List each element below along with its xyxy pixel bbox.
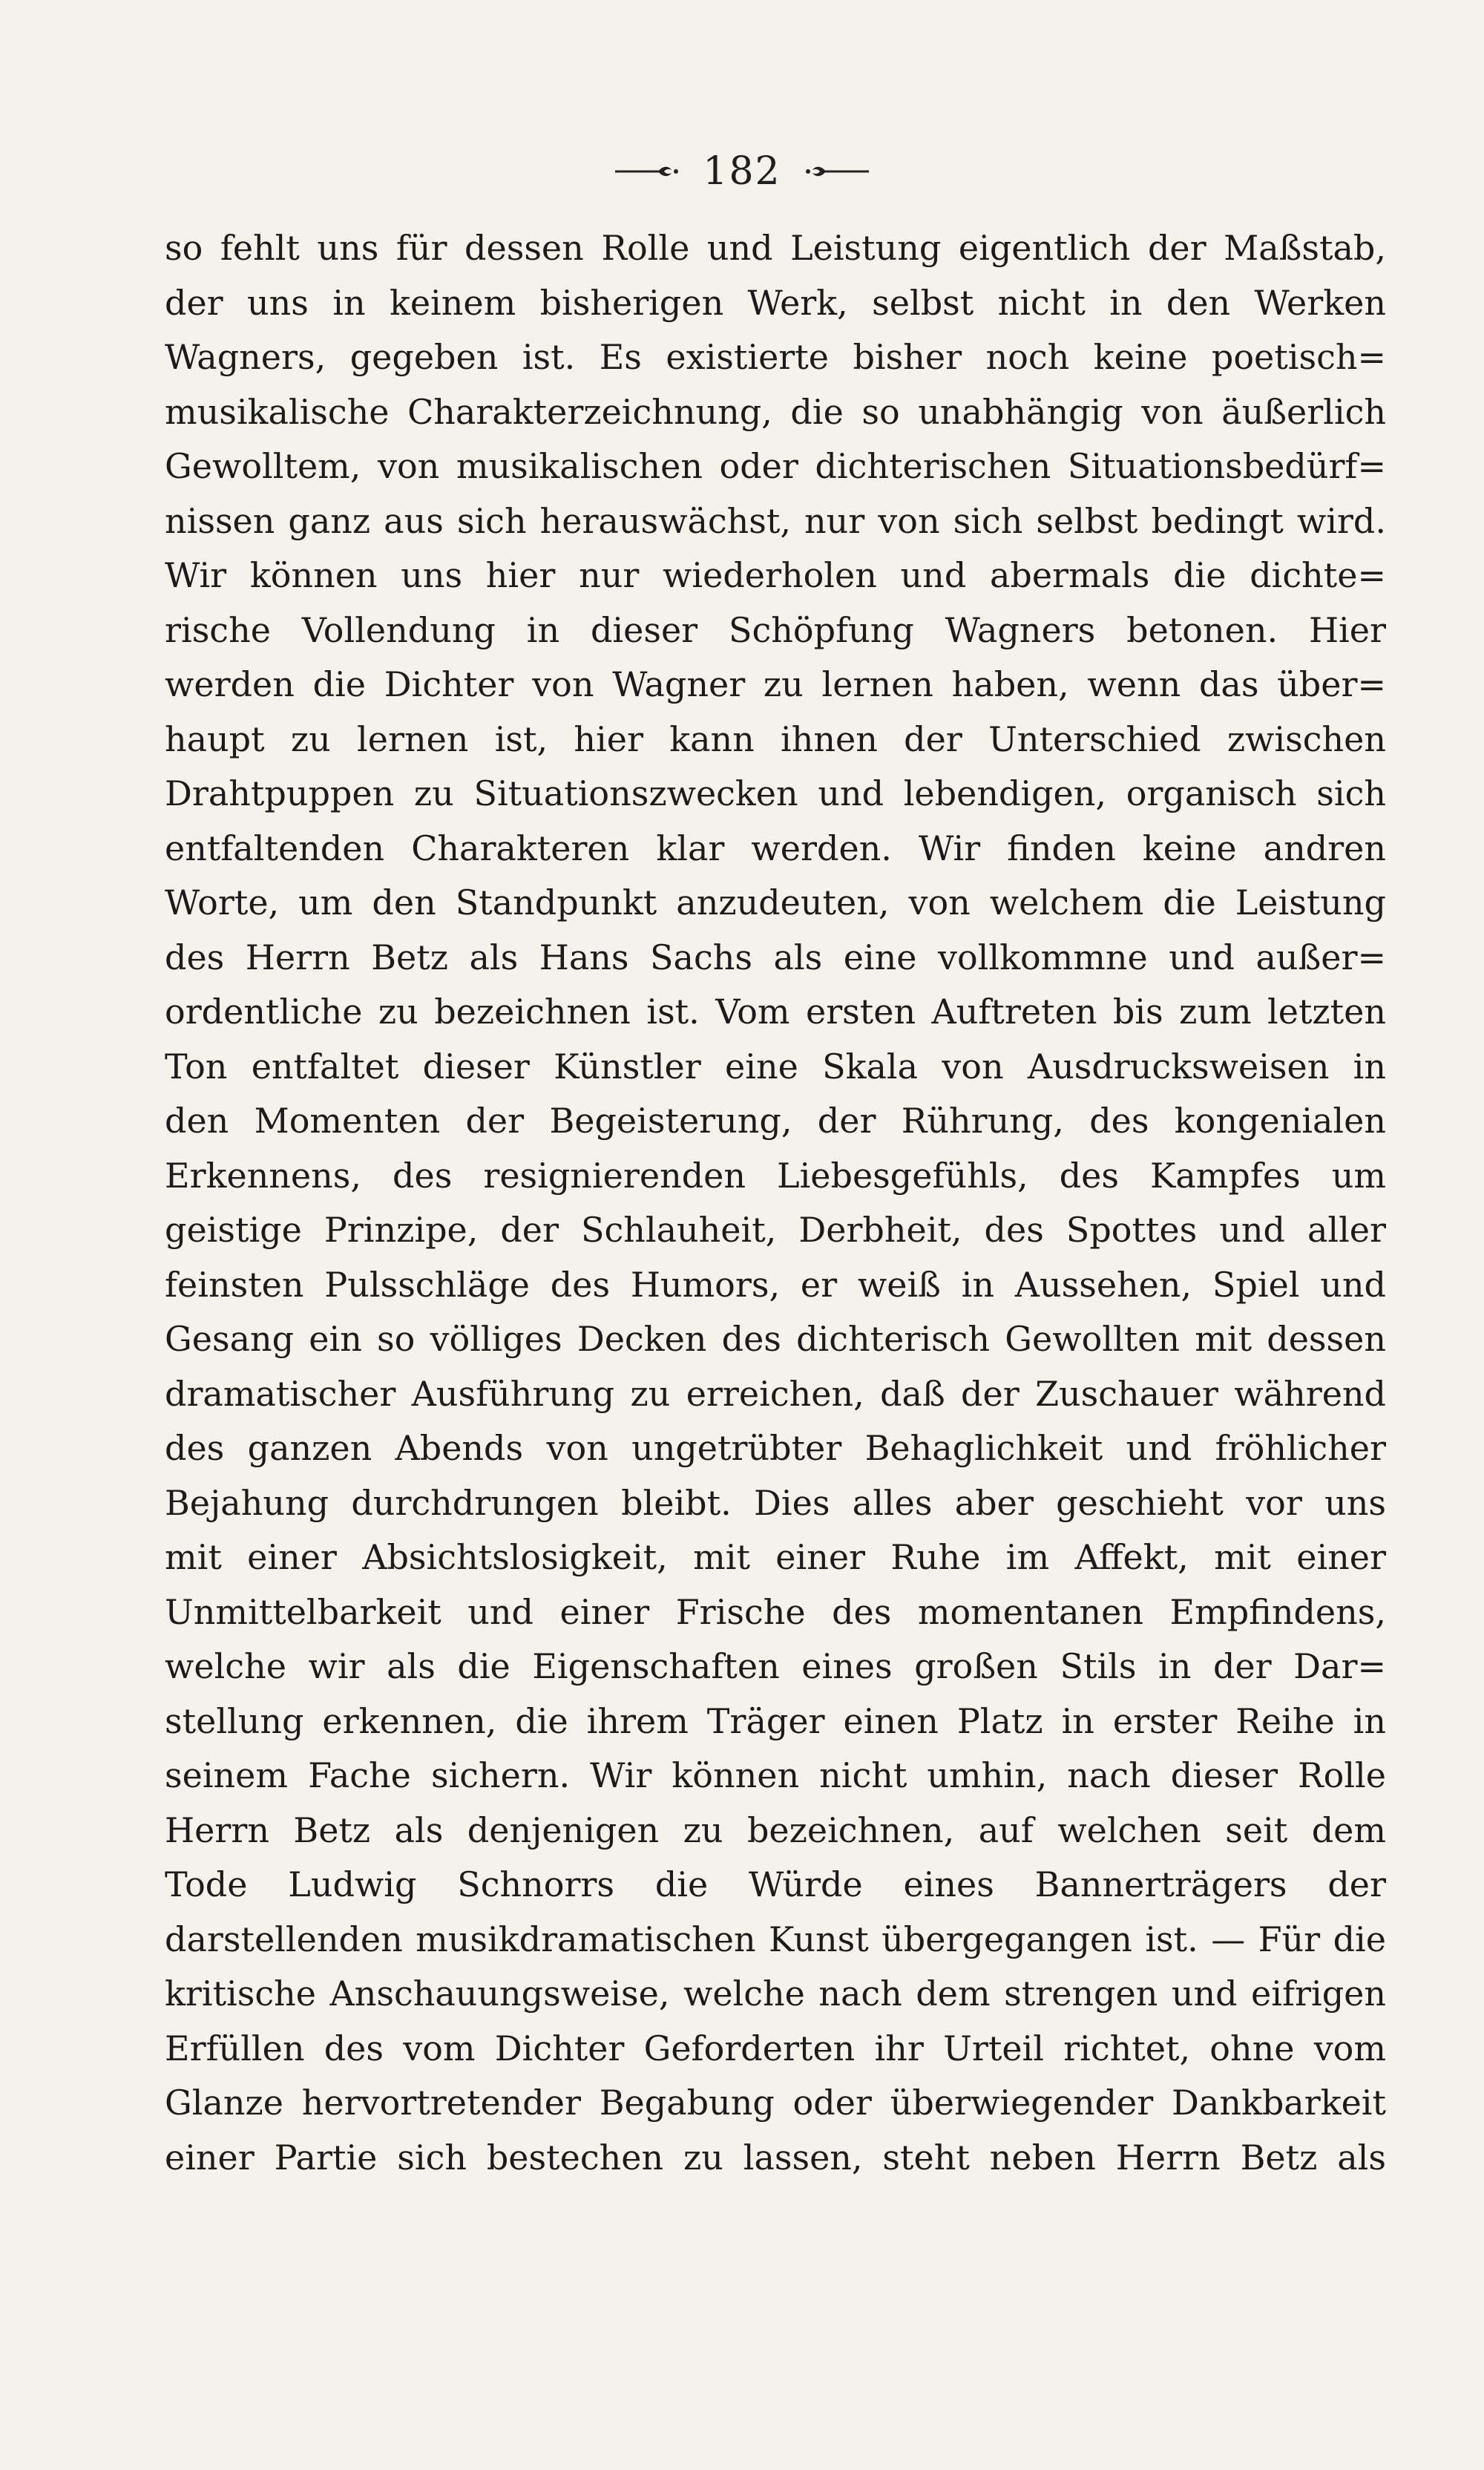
text-line: stellung erkennen, die ihrem Träger einen Platz in erster Reihe in	[165, 1700, 1386, 1741]
right-ornament-icon	[804, 160, 870, 183]
text-line: seinem Fache sichern. Wir können nicht umhin, nach dieser Rolle	[165, 1755, 1386, 1795]
text-line: Gewolltem, von musikalischen oder dichterischen Situationsbedürf=	[165, 446, 1386, 486]
text-line: der uns in keinem bisherigen Werk, selbst nicht in den Werken	[165, 282, 1386, 323]
text-line: nissen ganz aus sich herauswächst, nur von sich selbst bedingt wird.	[165, 500, 1386, 541]
text-line: kritische Anschauungsweise, welche nach dem strengen und eifrigen	[165, 1973, 1386, 2014]
text-line: den Momenten der Begeisterung, der Rührung, des kongenialen	[165, 1101, 1386, 1141]
text-line: Gesang ein so völliges Decken des dichterisch Gewollten mit dessen	[165, 1319, 1386, 1359]
page-number: 182	[703, 149, 781, 194]
text-line: Glanze hervortretender Begabung oder überwiegender Dankbarkeit	[165, 2083, 1386, 2123]
text-line: Drahtpuppen zu Situationszwecken und lebendigen, organisch sich	[165, 773, 1386, 813]
text-line: Erkennens, des resignierenden Liebesgefühls, des Kampfes um	[165, 1155, 1386, 1196]
text-line: rische Vollendung in dieser Schöpfung Wagners betonen. Hier	[165, 609, 1386, 650]
text-line: Herrn Betz als denjenigen zu bezeichnen, auf welchen seit dem	[165, 1809, 1386, 1850]
text-line: werden die Dichter von Wagner zu lernen haben, wenn das über=	[165, 664, 1386, 704]
body-text	[165, 221, 1386, 2185]
text-line: feinsten Pulsschläge des Humors, er weiß in Aussehen, Spiel und	[165, 1264, 1386, 1305]
text-line: Tode Ludwig Schnorrs die Würde eines Bannerträgers der	[165, 1864, 1386, 1904]
text-line: Unmittelbarkeit und einer Frische des momentanen Empfindens,	[165, 1591, 1386, 1632]
page-header	[0, 145, 1484, 197]
text-line: Bejahung durchdrungen bleibt. Dies alles aber geschieht vor uns	[165, 1482, 1386, 1523]
text-line: des Herrn Betz als Hans Sachs als eine vollkommne und außer=	[165, 937, 1386, 977]
text-line: des ganzen Abends von ungetrübter Behaglichkeit und fröhlicher	[165, 1428, 1386, 1468]
text-line: einer Partie sich bestechen zu lassen, steht neben Herrn Betz als	[165, 2137, 1386, 2178]
text-line: entfaltenden Charakteren klar werden. Wir finden keine andren	[165, 828, 1386, 868]
text-line: Wagners, gegeben ist. Es existierte bisher noch keine poetisch=	[165, 337, 1386, 377]
text-line: haupt zu lernen ist, hier kann ihnen der Unterschied zwischen	[165, 718, 1386, 759]
text-line: mit einer Absichtslosigkeit, mit einer Ruhe im Affekt, mit einer	[165, 1537, 1386, 1577]
text-line: welche wir als die Eigenschaften eines großen Stils in der Dar=	[165, 1646, 1386, 1686]
text-line: so fehlt uns für dessen Rolle und Leistung eigentlich der Maßstab,	[165, 228, 1386, 268]
left-ornament-icon	[614, 160, 680, 183]
text-line: Wir können uns hier nur wiederholen und abermals die dichte=	[165, 555, 1386, 595]
text-line: Erfüllen des vom Dichter Geforderten ihr Urteil richtet, ohne vom	[165, 2028, 1386, 2068]
text-line: ordentliche zu bezeichnen ist. Vom ersten Auftreten bis zum letzten	[165, 992, 1386, 1032]
text-line: musikalische Charakterzeichnung, die so unabhängig von äußerlich	[165, 391, 1386, 432]
text-line: darstellenden musikdramatischen Kunst übergegangen ist. — Für die	[165, 1919, 1386, 1959]
text-line: Ton entfaltet dieser Künstler eine Skala von Ausdrucksweisen in	[165, 1046, 1386, 1087]
text-line: dramatischer Ausführung zu erreichen, daß der Zuschauer während	[165, 1373, 1386, 1414]
text-line: Worte, um den Standpunkt anzudeuten, von welchem die Leistung	[165, 882, 1386, 923]
text-line: geistige Prinzipe, der Schlauheit, Derbheit, des Spottes und aller	[165, 1210, 1386, 1250]
